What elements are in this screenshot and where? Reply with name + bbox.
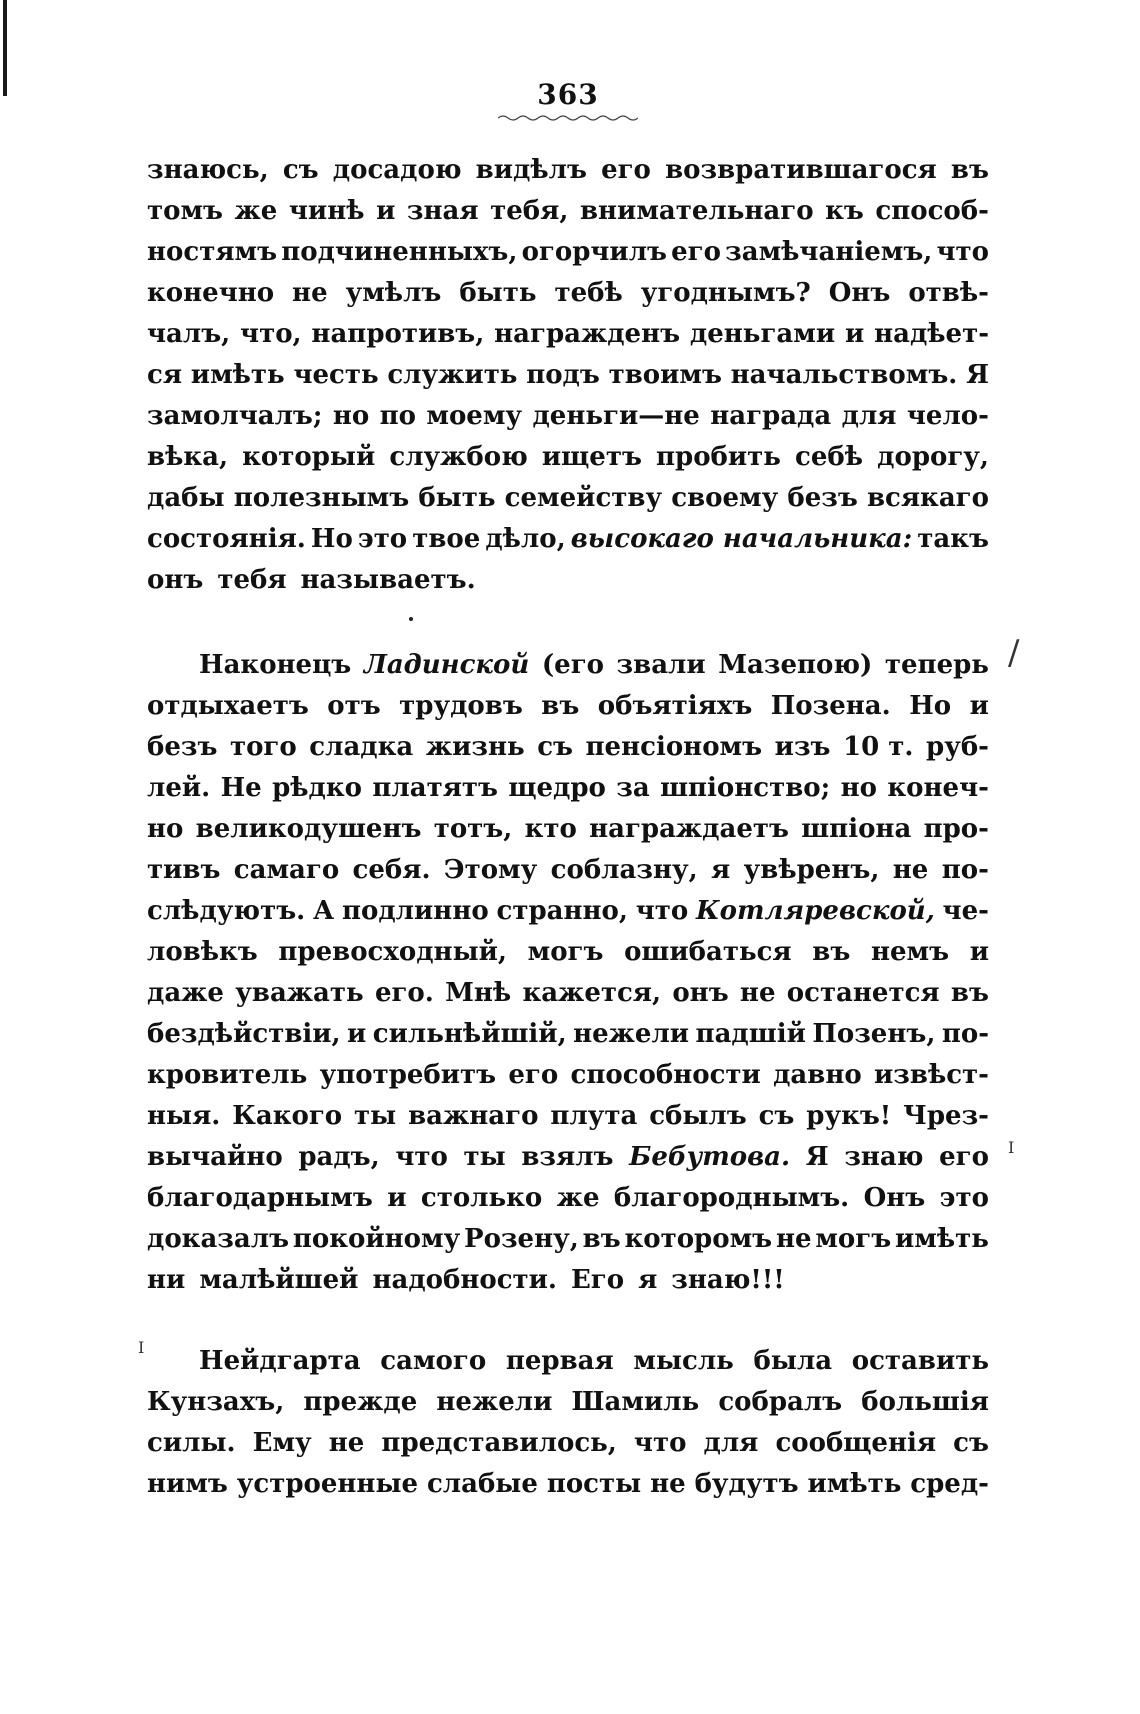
word: изъ bbox=[774, 732, 831, 762]
word: кто bbox=[524, 814, 577, 844]
word: награждаетъ bbox=[589, 814, 789, 844]
text-line bbox=[147, 1014, 989, 1055]
word: А bbox=[312, 896, 335, 926]
word: его bbox=[939, 1142, 989, 1172]
word: онъ bbox=[672, 978, 729, 1008]
text-line bbox=[147, 1260, 989, 1301]
italic-word: Котляревской, bbox=[696, 896, 935, 926]
word: была bbox=[753, 1346, 833, 1376]
text-line bbox=[147, 891, 989, 932]
word: и bbox=[844, 319, 865, 349]
word: службою bbox=[389, 442, 528, 472]
word: Мнѣ bbox=[445, 978, 512, 1008]
word: себѣ bbox=[795, 442, 864, 472]
word: за bbox=[616, 773, 650, 803]
word: зная bbox=[406, 196, 479, 226]
margin-mark-tick-left: І bbox=[138, 1338, 145, 1357]
word: напротивъ, bbox=[311, 319, 485, 349]
word: плута bbox=[550, 1101, 638, 1131]
word: кажется, bbox=[522, 978, 662, 1008]
word: соблазну, bbox=[550, 855, 698, 885]
word: замѣчаніемъ, bbox=[725, 237, 933, 267]
word: угоднымъ? bbox=[640, 278, 811, 308]
word: мысль bbox=[633, 1346, 734, 1376]
word: слѣдуютъ. bbox=[147, 896, 306, 926]
word: странно, bbox=[496, 896, 628, 926]
word: знаюсь, bbox=[147, 155, 269, 185]
word: тебѣ bbox=[554, 278, 623, 308]
word: даже bbox=[147, 978, 224, 1008]
text-line bbox=[147, 768, 989, 809]
text-line bbox=[147, 1178, 989, 1219]
word: сообщенія bbox=[775, 1428, 937, 1458]
word: руб- bbox=[926, 732, 989, 762]
word: сильнѣйшій, bbox=[372, 1019, 567, 1049]
word: семейству bbox=[504, 483, 663, 513]
text-line bbox=[147, 1137, 989, 1178]
word: представилось, bbox=[381, 1428, 617, 1458]
word: важнаго bbox=[408, 1101, 539, 1131]
word: ностямъ bbox=[147, 237, 278, 267]
text-line bbox=[147, 1055, 989, 1096]
word: сред- bbox=[910, 1469, 989, 1499]
ornamental-rule bbox=[498, 114, 638, 122]
word: всякаго bbox=[866, 483, 989, 513]
word: подъ bbox=[526, 360, 600, 390]
word: нежели bbox=[573, 1019, 690, 1049]
paragraph-gap bbox=[147, 601, 989, 645]
word: тотъ, bbox=[433, 814, 513, 844]
word: но bbox=[332, 401, 370, 431]
word: Шамиль bbox=[571, 1387, 700, 1417]
word: употребитъ bbox=[319, 1060, 497, 1090]
word: деньги—не bbox=[532, 401, 700, 431]
word: Мазепою) bbox=[718, 650, 873, 680]
page-number: 363 bbox=[537, 78, 599, 111]
word: давно bbox=[773, 1060, 862, 1090]
word: объятіяхъ bbox=[597, 691, 753, 721]
word: начальствомъ. bbox=[730, 360, 958, 390]
text-line bbox=[147, 478, 989, 519]
word: ошибаться bbox=[624, 937, 792, 967]
word: тивъ bbox=[147, 855, 221, 885]
word: дѣло, bbox=[485, 524, 566, 554]
word: что bbox=[635, 896, 689, 926]
word: отъ bbox=[327, 691, 381, 721]
word: пенсіономъ bbox=[585, 732, 763, 762]
paragraph-1 bbox=[147, 150, 989, 601]
word: могъ bbox=[527, 937, 604, 967]
text-line bbox=[147, 1219, 989, 1260]
word: посты bbox=[546, 1469, 642, 1499]
margin-mark-tick: І bbox=[1008, 1138, 1015, 1157]
text-line bbox=[147, 1341, 989, 1382]
word: честь bbox=[293, 360, 379, 390]
word: ищетъ bbox=[541, 442, 642, 472]
word: пробить bbox=[656, 442, 781, 472]
word: сладка bbox=[309, 732, 414, 762]
word: подчиненныхъ, bbox=[281, 237, 518, 267]
word: оставить bbox=[851, 1346, 989, 1376]
word: ты bbox=[354, 1101, 397, 1131]
text-line bbox=[147, 560, 989, 601]
word: самаго bbox=[233, 855, 340, 885]
word: (его bbox=[541, 650, 604, 680]
word: въ bbox=[950, 155, 989, 185]
word: Я bbox=[805, 1142, 829, 1172]
word: въ bbox=[541, 691, 580, 721]
word: шпіона bbox=[801, 814, 912, 844]
word: же bbox=[234, 196, 278, 226]
word: Розену, bbox=[464, 1224, 579, 1254]
word: дабы bbox=[147, 483, 225, 513]
word: благодарнымъ bbox=[147, 1183, 373, 1213]
stray-dot bbox=[409, 617, 413, 621]
word: его bbox=[601, 155, 651, 185]
word: не bbox=[739, 978, 776, 1008]
word: видѣлъ bbox=[475, 155, 587, 185]
word: не bbox=[650, 1469, 686, 1499]
text-line bbox=[147, 437, 989, 478]
word: что, bbox=[240, 319, 302, 349]
word: силы. bbox=[147, 1428, 236, 1458]
word: Не bbox=[220, 773, 262, 803]
word: падшій bbox=[695, 1019, 806, 1049]
word: уважать bbox=[235, 978, 364, 1008]
word: тебя bbox=[217, 565, 287, 595]
word: Ему bbox=[252, 1428, 312, 1458]
word: состоянія. bbox=[147, 524, 306, 554]
word: награжденъ bbox=[494, 319, 681, 349]
word: досадою bbox=[332, 155, 462, 185]
word: ловѣкъ bbox=[147, 937, 258, 967]
word: и bbox=[969, 691, 989, 721]
word: томъ bbox=[147, 196, 223, 226]
word: способ- bbox=[875, 196, 989, 226]
word: къ bbox=[825, 196, 864, 226]
word: рѣдко bbox=[272, 773, 362, 803]
word: чинѣ bbox=[288, 196, 365, 226]
word: не bbox=[892, 855, 929, 885]
word: деньгами bbox=[689, 319, 836, 349]
word: это bbox=[939, 1183, 989, 1213]
word: безъ bbox=[147, 732, 218, 762]
word: Позенъ, bbox=[812, 1019, 936, 1049]
word: что bbox=[633, 1428, 687, 1458]
word: доказалъ bbox=[147, 1224, 290, 1254]
word: того bbox=[229, 732, 297, 762]
word: щедро bbox=[508, 773, 606, 803]
word: Онъ bbox=[863, 1183, 926, 1213]
word: не bbox=[775, 1224, 812, 1254]
word: знаю bbox=[844, 1142, 924, 1172]
word: столько bbox=[420, 1183, 543, 1213]
word: что bbox=[936, 237, 989, 267]
word: че- bbox=[942, 896, 989, 926]
word: отдыхаетъ bbox=[147, 691, 309, 721]
word: чело- bbox=[906, 401, 989, 431]
word: который bbox=[242, 442, 376, 472]
text-line bbox=[147, 645, 989, 686]
paragraph-gap bbox=[147, 1301, 989, 1341]
word: собралъ bbox=[718, 1387, 843, 1417]
word: по- bbox=[941, 855, 989, 885]
word: моему bbox=[426, 401, 523, 431]
word: сбылъ bbox=[649, 1101, 747, 1131]
word: могъ bbox=[815, 1224, 892, 1254]
word: нежели bbox=[436, 1387, 553, 1417]
paragraph-2 bbox=[147, 645, 989, 1301]
word: останется bbox=[786, 978, 940, 1008]
word: теперь bbox=[884, 650, 989, 680]
word: такъ bbox=[917, 524, 989, 554]
text-line bbox=[147, 686, 989, 727]
word: увѣренъ, bbox=[743, 855, 880, 885]
word: своему bbox=[671, 483, 779, 513]
word: внимательнаго bbox=[579, 196, 814, 226]
word: и bbox=[969, 937, 989, 967]
word: шпіонство; bbox=[660, 773, 831, 803]
word: съ bbox=[953, 1428, 989, 1458]
italic-word: Ладинской bbox=[363, 650, 530, 680]
word: но bbox=[147, 814, 184, 844]
word: для bbox=[841, 401, 897, 431]
word: твоимъ bbox=[608, 360, 722, 390]
word: замолчалъ; bbox=[147, 401, 323, 431]
word: и bbox=[387, 1183, 407, 1213]
word: радъ, bbox=[298, 1142, 380, 1172]
word: нимъ bbox=[147, 1469, 228, 1499]
word: надѣет- bbox=[874, 319, 989, 349]
word: чалъ, bbox=[147, 319, 231, 349]
word: Наконецъ bbox=[199, 650, 352, 680]
word: малѣйшей bbox=[199, 1265, 359, 1295]
word: имѣть bbox=[190, 360, 285, 390]
word: въ bbox=[950, 978, 989, 1008]
word: прежде bbox=[303, 1387, 418, 1417]
word: но bbox=[840, 773, 877, 803]
word: по- bbox=[941, 1019, 989, 1049]
word: знаю!!! bbox=[671, 1265, 785, 1295]
word: жизнь bbox=[425, 732, 525, 762]
word: вѣка, bbox=[147, 442, 229, 472]
word: Но bbox=[909, 691, 952, 721]
word: имѣть bbox=[807, 1469, 902, 1499]
word: называетъ. bbox=[300, 565, 476, 595]
word: самого bbox=[380, 1346, 487, 1376]
word: немъ bbox=[870, 937, 950, 967]
word: благороднымъ. bbox=[613, 1183, 850, 1213]
word: и bbox=[376, 196, 396, 226]
text-line bbox=[147, 519, 989, 560]
word: рукъ! bbox=[806, 1101, 892, 1131]
word: бездѣйствіи, bbox=[147, 1019, 341, 1049]
word: надобности. bbox=[372, 1265, 557, 1295]
word: подлинно bbox=[341, 896, 489, 926]
text-line bbox=[147, 191, 989, 232]
word: ты bbox=[463, 1142, 506, 1172]
text-line bbox=[147, 355, 989, 396]
word: возвратившагося bbox=[665, 155, 937, 185]
word: его bbox=[508, 1060, 559, 1090]
word: слабые bbox=[426, 1469, 538, 1499]
book-page bbox=[147, 80, 989, 1505]
word: Нейдгарта bbox=[199, 1346, 361, 1376]
word: превосходный, bbox=[278, 937, 507, 967]
text-line bbox=[147, 273, 989, 314]
text-line bbox=[147, 973, 989, 1014]
word: имѣть bbox=[894, 1224, 989, 1254]
word: Я bbox=[966, 360, 989, 390]
word: которомъ bbox=[624, 1224, 773, 1254]
word: взялъ bbox=[521, 1142, 614, 1172]
word: Но bbox=[310, 524, 353, 554]
text-line bbox=[147, 932, 989, 973]
word: лей. bbox=[147, 773, 211, 803]
word: его bbox=[671, 237, 721, 267]
word: его. bbox=[374, 978, 434, 1008]
word: устроенные bbox=[236, 1469, 419, 1499]
word: трудовъ bbox=[399, 691, 523, 721]
word: въ bbox=[812, 937, 851, 967]
word: что bbox=[395, 1142, 448, 1172]
word: для bbox=[703, 1428, 759, 1458]
word: награда bbox=[710, 401, 832, 431]
word: платятъ bbox=[372, 773, 498, 803]
word: ся bbox=[147, 360, 183, 390]
word: это bbox=[357, 524, 408, 554]
word: Какого bbox=[232, 1101, 343, 1131]
word: я bbox=[638, 1265, 658, 1295]
word: конечно bbox=[147, 278, 275, 308]
word: Онъ bbox=[828, 278, 891, 308]
text-line bbox=[147, 850, 989, 891]
text-line bbox=[147, 232, 989, 273]
text-line bbox=[147, 396, 989, 437]
paragraph-3 bbox=[147, 1341, 989, 1505]
text-line bbox=[147, 150, 989, 191]
word: огорчилъ bbox=[521, 237, 667, 267]
word: по bbox=[379, 401, 416, 431]
word: отвѣ- bbox=[908, 278, 989, 308]
word: Кунзахъ, bbox=[147, 1387, 285, 1417]
word: Чрез- bbox=[903, 1101, 989, 1131]
word: онъ bbox=[147, 565, 204, 595]
word: про- bbox=[923, 814, 989, 844]
word: кровитель bbox=[147, 1060, 308, 1090]
text-line bbox=[147, 1464, 989, 1505]
word: Его bbox=[570, 1265, 625, 1295]
italic-word: высокаго начальника: bbox=[570, 524, 913, 554]
word: не bbox=[328, 1428, 365, 1458]
text-line bbox=[147, 1382, 989, 1423]
text-line bbox=[147, 1096, 989, 1137]
word: будутъ bbox=[694, 1469, 799, 1499]
word: съ bbox=[758, 1101, 795, 1131]
word: извѣст- bbox=[874, 1060, 989, 1090]
word: ни bbox=[147, 1265, 186, 1295]
word: Этому bbox=[443, 855, 538, 885]
word: безъ bbox=[787, 483, 858, 513]
word: великодушенъ bbox=[195, 814, 422, 844]
word: способности bbox=[570, 1060, 761, 1090]
word: съ bbox=[537, 732, 573, 762]
word: же bbox=[556, 1183, 600, 1213]
word: съ bbox=[282, 155, 319, 185]
word: умѣлъ bbox=[345, 278, 442, 308]
word: быть bbox=[418, 483, 496, 513]
page-header bbox=[147, 80, 989, 150]
word: 10 т. bbox=[843, 732, 914, 762]
word: Позена. bbox=[770, 691, 891, 721]
word: я bbox=[711, 855, 731, 885]
text-line bbox=[147, 727, 989, 768]
text-line bbox=[147, 314, 989, 355]
word: быть bbox=[459, 278, 537, 308]
word: конеч- bbox=[887, 773, 989, 803]
word: ныя. bbox=[147, 1101, 221, 1131]
text-line bbox=[147, 809, 989, 850]
word: твое bbox=[412, 524, 481, 554]
text-line bbox=[147, 1423, 989, 1464]
word: звали bbox=[616, 650, 706, 680]
italic-word: Бебутова. bbox=[629, 1142, 791, 1172]
word: служить bbox=[387, 360, 518, 390]
word: не bbox=[292, 278, 328, 308]
margin-mark-slash: / bbox=[1008, 633, 1020, 673]
scan-edge-line bbox=[3, 0, 7, 96]
word: себя. bbox=[352, 855, 431, 885]
word: въ bbox=[582, 1224, 621, 1254]
word: и bbox=[347, 1019, 367, 1049]
word: полезнымъ bbox=[233, 483, 410, 513]
word: покойному bbox=[292, 1224, 461, 1254]
word: тебя, bbox=[490, 196, 569, 226]
word: большія bbox=[861, 1387, 989, 1417]
word: дорогу, bbox=[877, 442, 989, 472]
word: первая bbox=[505, 1346, 614, 1376]
word: вычайно bbox=[147, 1142, 283, 1172]
